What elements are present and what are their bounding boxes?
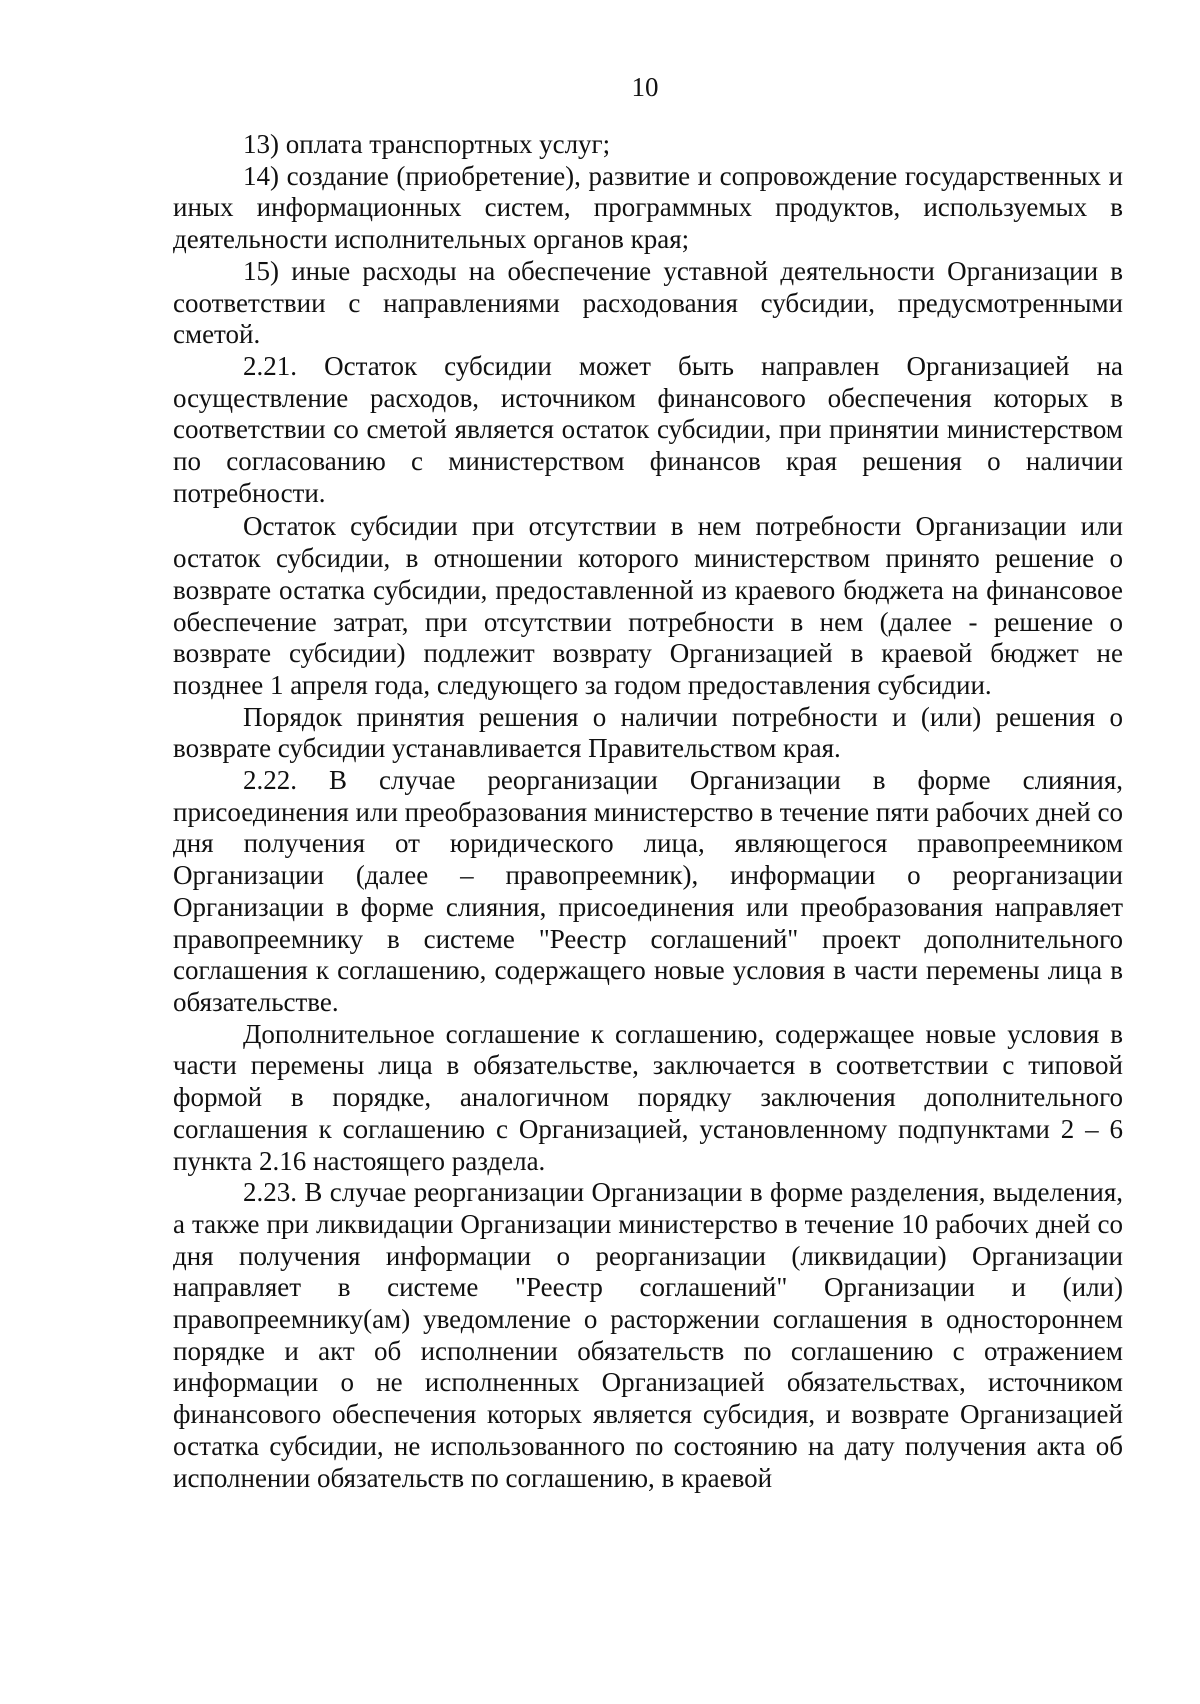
page-number: 10 [631, 72, 659, 102]
paragraph-clause-2-23: 2.23. В случае реорганизации Организации в форме разделения, выделения, а также при ликвидации Организации министерство в течение 10 рабочих дней со дня получения информации о реорганизации (ликвидации) Организации направляет в системе "Реестр соглашений" Организации и (или) правопреемнику(ам) уведомление о расторжении соглашения в одностороннем порядке и акт об исполнении обязательств по соглашению с отражением информации о не исполненных Организацией обязательствах, источником финансового обеспечения которых является субсидия, и возврате Организацией остатка субсидии, не использованного по состоянию на дату получения акта об исполнении обязательств по соглашению, в краевой [173, 1177, 1123, 1493]
paragraph-additional-agreement: Дополнительное соглашение к соглашению, содержащее новые условия в части перемены лица в обязательстве, заключается в соответствии с типовой формой в порядке, аналогичном порядку заключения дополнительного соглашения к соглашению с Организацией, установленному подпунктами 2 – 6 пункта 2.16 настоящего раздела. [173, 1018, 1123, 1176]
paragraph-item-13: 13) оплата транспортных услуг; [243, 129, 611, 159]
paragraph-decision-procedure: Порядок принятия решения о наличии потребности и (или) решения о возврате субсидии устанавливается Правительством края. [173, 701, 1123, 764]
paragraph-item-14: 14) создание (приобретение), развитие и сопровождение государственных и иных информационных систем, программных продуктов, используемых в деятельности исполнительных органов края; [173, 160, 1123, 255]
paragraph-subsidy-return: Остаток субсидии при отсутствии в нем потребности Организации или остаток субсидии, в отношении которого министерством принято решение о возврате остатка субсидии, предоставленной из краевого бюджета на финансовое обеспечение затрат, при отсутствии потребности в нем (далее - решение о возврате субсидии) подлежит возврату Организацией в краевой бюджет не позднее 1 апреля года, следующего за годом предоставления субсидии. [173, 511, 1123, 700]
paragraph-clause-2-22: 2.22. В случае реорганизации Организации в форме слияния, присоединения или преобразования министерство в течение пяти рабочих дней со дня получения от юридического лица, являющегося правопреемником Организации (далее – правопреемник), информации о реорганизации Организации в форме слияния, присоединения или преобразования направляет правопреемнику в системе "Реестр соглашений" проект дополнительного соглашения к соглашению, содержащего новые условия в части перемены лица в обязательстве. [173, 765, 1123, 1017]
document-body [173, 129, 1123, 1494]
paragraph-item-15: 15) иные расходы на обеспечение уставной деятельности Организации в соответствии с направлениями расходования субсидии, предусмотренными сметой. [173, 255, 1123, 350]
paragraph-clause-2-21: 2.21. Остаток субсидии может быть направлен Организацией на осуществление расходов, источником финансового обеспечения которых в соответствии со сметой является остаток субсидии, при принятии министерством по согласованию с министерством финансов края решения о наличии потребности. [173, 350, 1123, 508]
